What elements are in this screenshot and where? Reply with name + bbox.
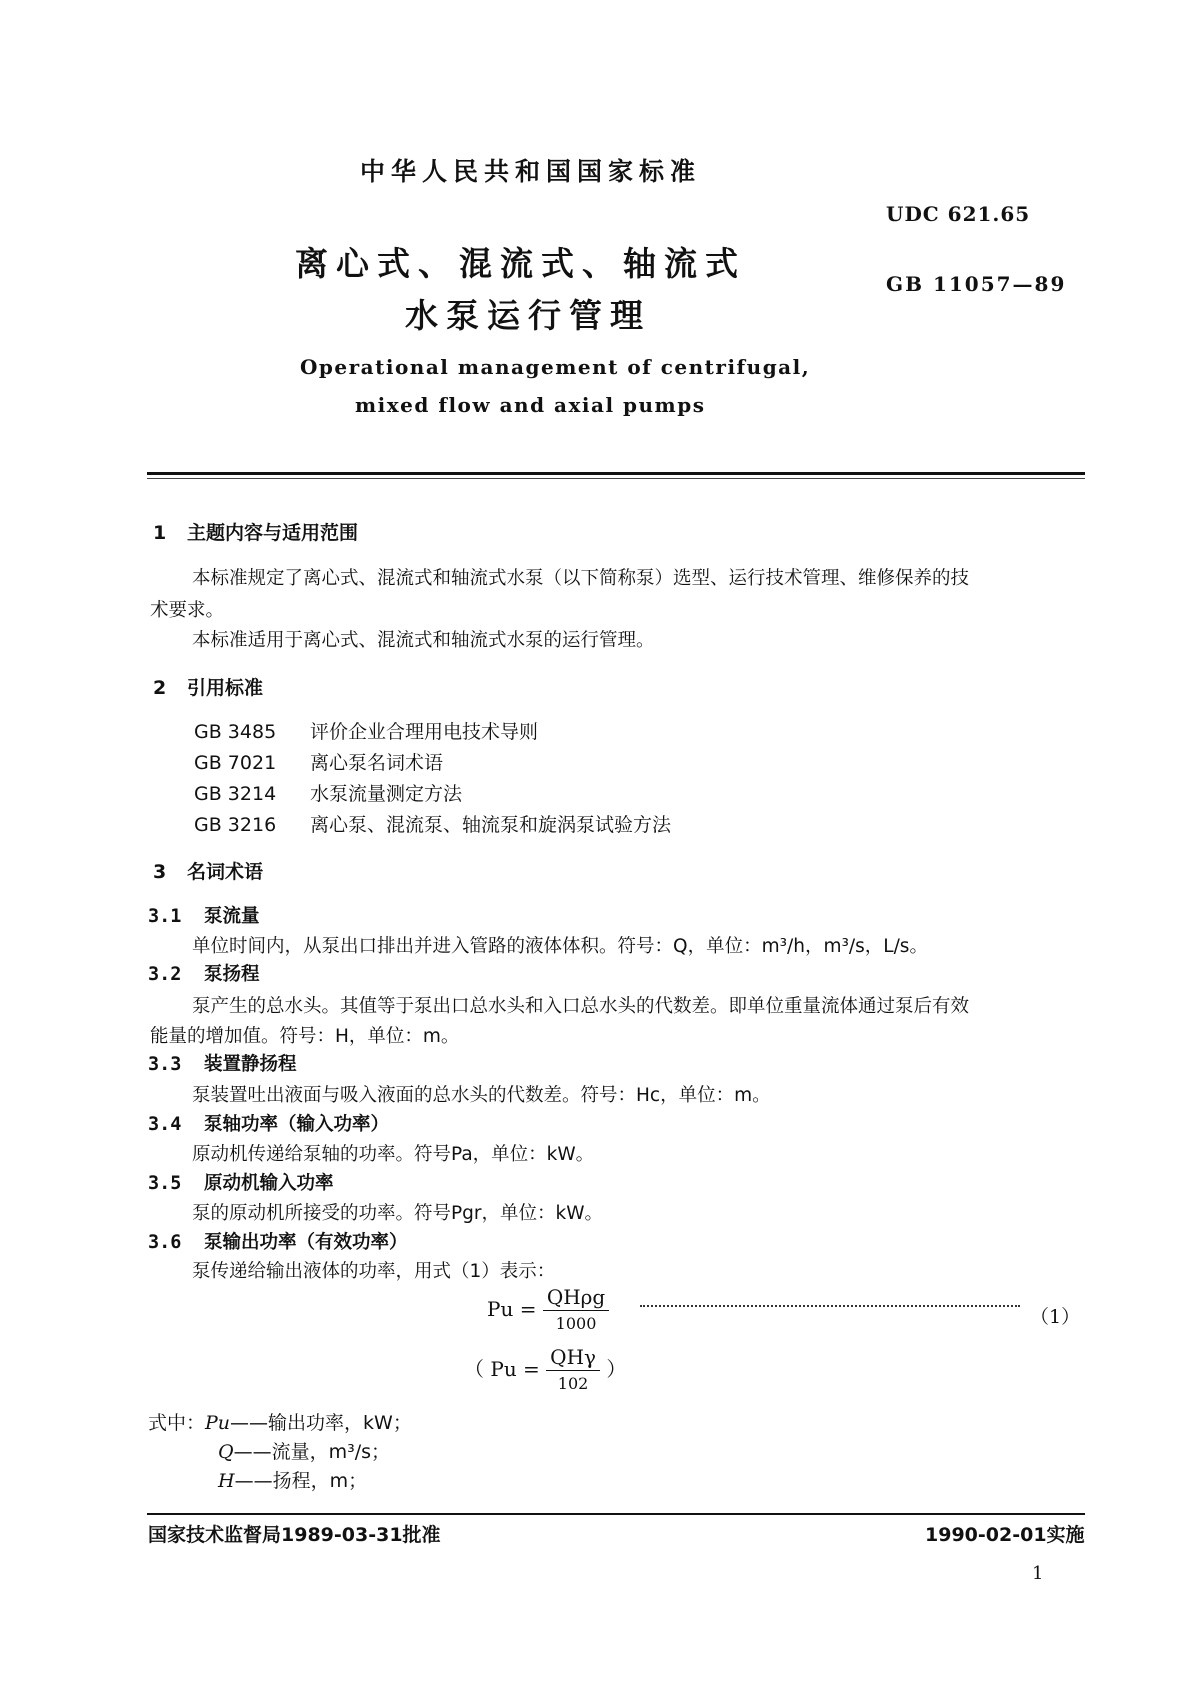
formula-alt-numerator: QHγ bbox=[546, 1344, 600, 1371]
reference-title: 评价企业合理用电技术导则 bbox=[310, 721, 539, 743]
subsection-3-1-text: 单位时间内，从泵出口排出并进入管路的液体体积。符号：Q，单位：m³/h，m³/s，L/s。 bbox=[192, 936, 928, 957]
section-1-para-1-line-2: 术要求。 bbox=[150, 600, 225, 621]
where-description: ——扬程，m； bbox=[234, 1470, 368, 1492]
reference-title: 离心泵、混流泵、轴流泵和旋涡泵试验方法 bbox=[310, 814, 672, 836]
approval-date: 国家技术监督局1989-03-31批准 bbox=[148, 1524, 441, 1546]
formula-alt-close: ） bbox=[606, 1357, 627, 1381]
formula-denominator: 1000 bbox=[555, 1314, 597, 1333]
effective-date: 1990-02-01实施 bbox=[925, 1524, 1085, 1546]
where-description: ——流量，m³/s； bbox=[233, 1441, 391, 1463]
section-title: 引用标准 bbox=[187, 677, 264, 699]
formula-fraction bbox=[543, 1284, 609, 1337]
english-title-line-1: Operational management of centrifugal, bbox=[300, 355, 811, 379]
reference-item bbox=[194, 717, 538, 744]
subsection-number: 3.2 bbox=[148, 964, 182, 985]
reference-item bbox=[194, 748, 443, 775]
gb-code: GB 11057—89 bbox=[886, 272, 1067, 296]
where-description: ——输出功率，kW； bbox=[230, 1412, 412, 1434]
section-1-heading bbox=[153, 518, 358, 545]
english-title-line-2: mixed flow and axial pumps bbox=[355, 393, 706, 417]
reference-code: GB 3214 bbox=[194, 783, 277, 805]
subsection-title: 原动机输入功率 bbox=[204, 1173, 334, 1194]
title-line-1: 离心式、混流式、轴流式 bbox=[295, 244, 746, 283]
formula-leader-dots bbox=[640, 1303, 1020, 1307]
reference-item bbox=[194, 779, 462, 806]
subsection-title: 装置静扬程 bbox=[204, 1054, 297, 1075]
formula-alt-fraction bbox=[546, 1344, 600, 1397]
subsection-number: 3.1 bbox=[148, 906, 182, 927]
subsection-3-2-text-line-1: 泵产生的总水头。其值等于泵出口总水头和入口总水头的代数差。即单位重量流体通过泵后有效 bbox=[192, 996, 970, 1017]
title-line-2: 水泵运行管理 bbox=[405, 296, 651, 335]
header-rule-thin bbox=[147, 478, 1085, 479]
subsection-3-1-heading bbox=[148, 902, 260, 928]
subsection-3-4-heading bbox=[148, 1110, 389, 1136]
subsection-title: 泵输出功率（有效功率） bbox=[204, 1232, 408, 1253]
reference-code: GB 7021 bbox=[194, 752, 277, 774]
where-item bbox=[218, 1466, 367, 1493]
section-1-para-1-line-1: 本标准规定了离心式、混流式和轴流式水泵（以下简称泵）选型、运行技术管理、维修保养的技 bbox=[192, 568, 970, 589]
reference-code: GB 3216 bbox=[194, 814, 277, 836]
section-2-heading bbox=[153, 673, 263, 700]
subsection-number: 3.6 bbox=[148, 1232, 182, 1253]
subsection-title: 泵扬程 bbox=[204, 964, 260, 985]
subsection-3-6-text: 泵传递给输出液体的功率，用式（1）表示： bbox=[192, 1261, 556, 1282]
section-number: 2 bbox=[153, 677, 167, 699]
subsection-number: 3.3 bbox=[148, 1054, 182, 1075]
subsection-number: 3.4 bbox=[148, 1114, 182, 1135]
formula-number: （1） bbox=[1030, 1306, 1081, 1328]
formula-alt-open: （ Pu = bbox=[464, 1357, 540, 1381]
section-title: 名词术语 bbox=[187, 861, 264, 883]
section-title: 主题内容与适用范围 bbox=[187, 522, 359, 544]
formula-1 bbox=[487, 1284, 609, 1337]
subsection-3-5-text: 泵的原动机所接受的功率。符号Pgr，单位：kW。 bbox=[192, 1203, 604, 1224]
section-3-heading bbox=[153, 857, 263, 884]
subsection-3-2-text-line-2: 能量的增加值。符号：H，单位：m。 bbox=[150, 1026, 460, 1047]
subsection-3-6-heading bbox=[148, 1228, 408, 1254]
formula-lhs: Pu = bbox=[487, 1297, 537, 1321]
subsection-title: 泵轴功率（输入功率） bbox=[204, 1114, 390, 1135]
standard-name: 中华人民共和国国家标准 bbox=[360, 157, 702, 186]
where-symbol: Q bbox=[218, 1441, 234, 1463]
where-symbol: Pu bbox=[205, 1412, 231, 1434]
subsection-3-4-text: 原动机传递给泵轴的功率。符号Pa，单位：kW。 bbox=[192, 1144, 595, 1165]
formula-1-alternate bbox=[464, 1344, 626, 1397]
formula-alt-denominator: 102 bbox=[557, 1374, 589, 1393]
header-rule-thick bbox=[147, 472, 1085, 475]
reference-title: 离心泵名词术语 bbox=[310, 752, 444, 774]
subsection-3-3-text: 泵装置吐出液面与吸入液面的总水头的代数差。符号：Hc，单位：m。 bbox=[192, 1085, 771, 1106]
reference-title: 水泵流量测定方法 bbox=[310, 783, 463, 805]
section-number: 1 bbox=[153, 522, 167, 544]
subsection-3-3-heading bbox=[148, 1050, 297, 1076]
where-label: 式中： bbox=[148, 1412, 206, 1434]
subsection-3-2-heading bbox=[148, 960, 260, 986]
udc-code: UDC 621.65 bbox=[886, 202, 1031, 226]
formula-numerator: QHρg bbox=[543, 1284, 609, 1311]
where-symbol: H bbox=[218, 1470, 235, 1492]
where-item bbox=[218, 1437, 390, 1464]
reference-item bbox=[194, 810, 671, 837]
reference-code: GB 3485 bbox=[194, 721, 277, 743]
page-number: 1 bbox=[1032, 1563, 1044, 1584]
subsection-title: 泵流量 bbox=[204, 906, 260, 927]
where-item bbox=[148, 1408, 412, 1435]
subsection-3-5-heading bbox=[148, 1169, 334, 1195]
footer-rule bbox=[147, 1513, 1085, 1515]
subsection-number: 3.5 bbox=[148, 1173, 182, 1194]
section-number: 3 bbox=[153, 861, 167, 883]
section-1-para-2: 本标准适用于离心式、混流式和轴流式水泵的运行管理。 bbox=[192, 630, 655, 651]
